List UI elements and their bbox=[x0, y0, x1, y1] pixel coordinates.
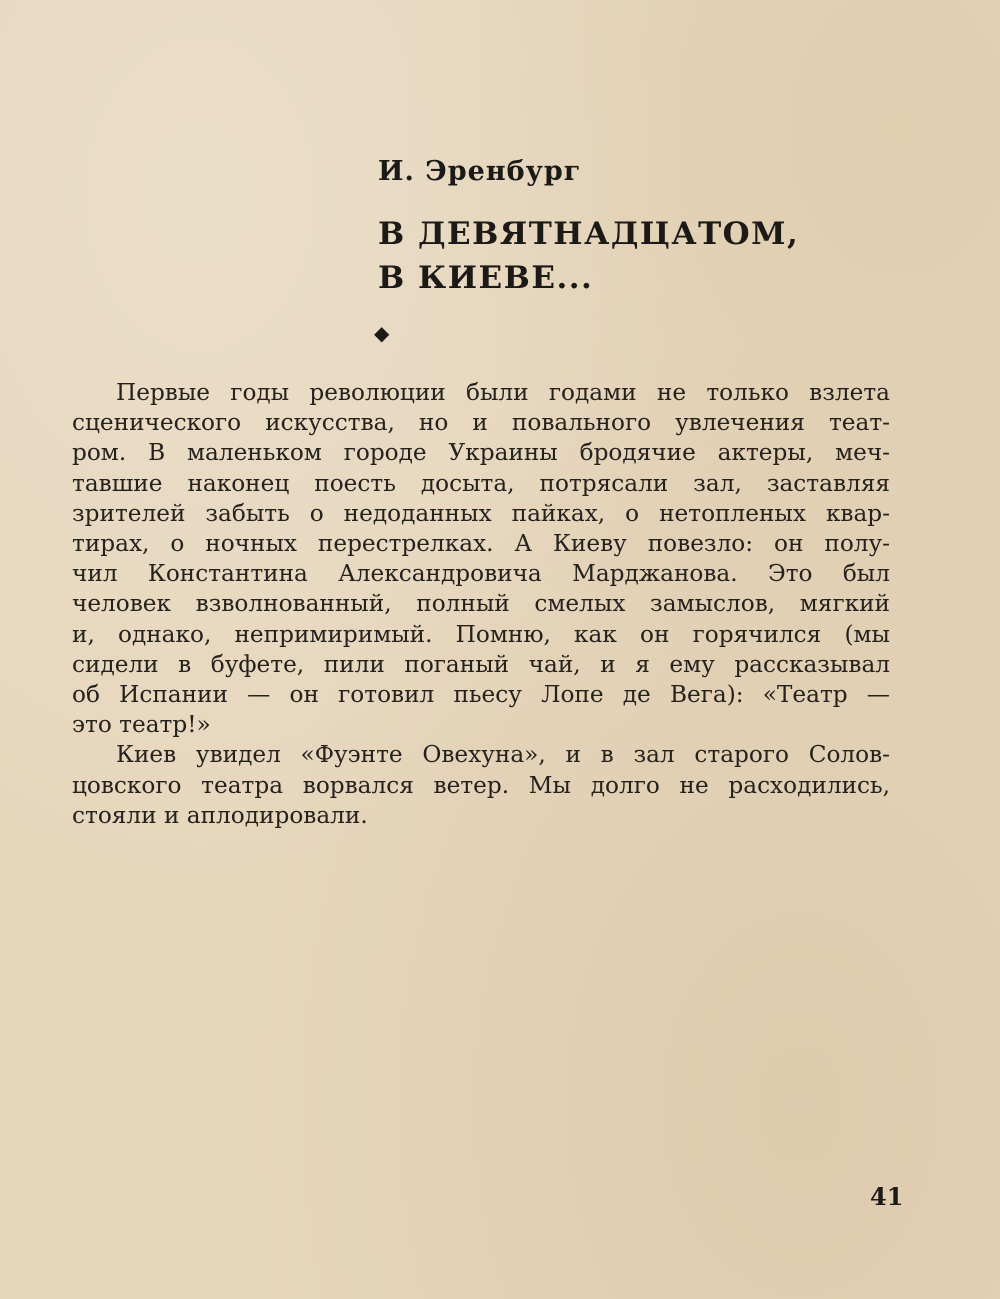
text-line: стояли и аплодировали. bbox=[72, 801, 368, 829]
chapter-title-line-2: В КИЕВЕ... bbox=[378, 260, 594, 296]
text-line: и, однако, непримиримый. Помню, как он горячился (мы bbox=[72, 620, 890, 648]
text-line: чил Константина Александровича Марджанова. Это был bbox=[72, 560, 890, 588]
text-line: ром. В маленьком городе Украины бродячие актеры, меч- bbox=[72, 439, 890, 467]
text-line: сидели в буфете, пили поганый чай, и я ему рассказывал bbox=[72, 650, 890, 678]
diamond-ornament-icon: ◆ bbox=[374, 321, 390, 345]
text-line: сценического искусства, но и повального увлечения теат- bbox=[72, 409, 890, 437]
text-line: Киев увидел «Фуэнте Овехуна», и в зал старого Солов- bbox=[116, 741, 890, 769]
paragraph-1 bbox=[72, 378, 890, 740]
chapter-title bbox=[378, 212, 799, 300]
author-name: И. Эренбург bbox=[378, 156, 582, 187]
text-line: тавшие наконец поесть досыта, потрясали зал, заставляя bbox=[72, 469, 890, 497]
text-line: Первые годы революции были годами не только взлета bbox=[116, 379, 890, 406]
paragraph-2 bbox=[72, 740, 890, 831]
text-line: об Испании — он готовил пьесу Лопе де Вега): «Театр — bbox=[72, 681, 890, 709]
text-line: цовского театра ворвался ветер. Мы долго не расходились, bbox=[72, 771, 890, 799]
body-text bbox=[72, 378, 890, 831]
text-line: это театр!» bbox=[72, 711, 211, 739]
chapter-title-line-1: В ДЕВЯТНАДЦАТОМ, bbox=[378, 216, 800, 252]
text-line: человек взволнованный, полный смелых замыслов, мягкий bbox=[72, 590, 890, 618]
page-number: 41 bbox=[870, 1182, 904, 1211]
text-line: тирах, о ночных перестрелках. А Киеву повезло: он полу- bbox=[72, 530, 890, 558]
text-line: зрителей забыть о недоданных пайках, о нетопленых квар- bbox=[72, 499, 890, 527]
